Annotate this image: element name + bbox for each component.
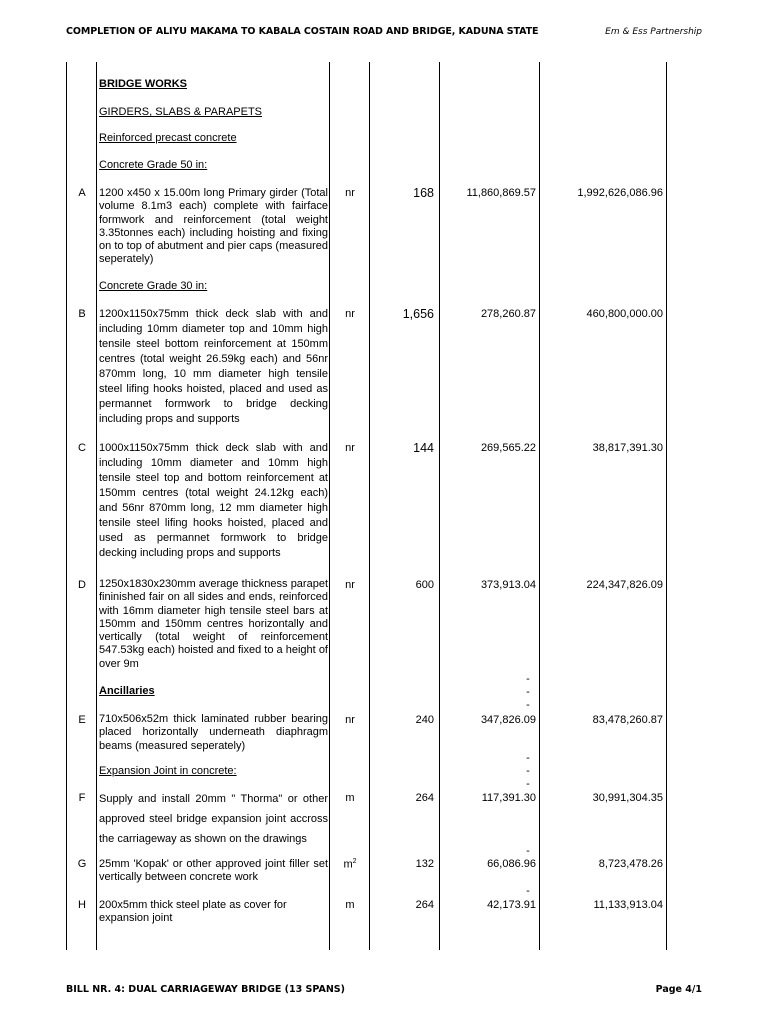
item-qty: 264 — [415, 792, 434, 804]
heading-grade30: Concrete Grade 30 in: — [99, 280, 208, 292]
unit-text: m — [343, 858, 353, 871]
item-amount: 11,133,913.04 — [593, 899, 663, 911]
item-description: 1000x1150x75mm thick deck slab with and including 10mm diameter and 10mm high tensile steel top and bottom reinforcement at 150mm centres (total weight 24.12kg each) and 56nr 870mm long, 12 mm diameter high tensile steel lifing hooks hoisted, placed and used as permannet formwork to bridge decking including props and supports — [99, 442, 328, 559]
item-qty: 240 — [415, 714, 434, 726]
item-amount: 1,992,626,086.96 — [577, 187, 663, 199]
column-rule — [369, 62, 370, 950]
item-amount: 224,347,826.09 — [586, 579, 663, 591]
item-description: 1200x1150x75mm thick deck slab with and including 10mm diameter top and 10mm high tensile steel bottom reinforcement at 150mm centres (total weight 26.59kg each) and 56nr 870mm long, 10 mm diameter high tensile steel lifing hooks hoisted, placed and used as permannet formwork to bridge decking including props and supports — [99, 308, 328, 425]
heading-girders: GIRDERS, SLABS & PARAPETS — [99, 106, 263, 118]
dash-mark: - — [526, 699, 530, 711]
item-ref: B — [78, 308, 86, 320]
dash-mark: - — [526, 845, 530, 857]
dash-mark: - — [526, 752, 530, 764]
item-description: 1250x1830x230mm average thickness parapet fininished fair on all sides and ends, reinforced with 16mm diameter high tensile steel bars at 150mm and 150mm centres horizontally and vertically (total weight of reinforcement 547.53kg each) hoisted and fixed to a height of over 9m — [99, 578, 328, 670]
item-unit: m — [345, 899, 355, 911]
item-rate: 347,826.09 — [480, 714, 536, 726]
heading-grade50: Concrete Grade 50 in: — [99, 159, 208, 171]
item-rate: 278,260.87 — [480, 308, 536, 320]
item-amount: 83,478,260.87 — [592, 714, 663, 726]
column-rule — [666, 62, 667, 950]
item-amount: 30,991,304.35 — [592, 792, 663, 804]
item-qty: 1,656 — [402, 307, 434, 321]
item-ref: D — [78, 579, 86, 591]
item-unit: nr — [345, 714, 355, 726]
item-unit: nr — [345, 579, 355, 591]
item-unit: nr — [345, 308, 355, 320]
column-rule — [329, 62, 330, 950]
item-ref: A — [78, 187, 86, 199]
item-unit: nr — [345, 442, 355, 454]
column-rule — [439, 62, 440, 950]
column-rule — [66, 62, 67, 950]
unit-superscript: 2 — [352, 858, 357, 865]
item-qty: 600 — [415, 579, 434, 591]
dash-mark: - — [526, 765, 530, 777]
firm-name: Em & Ess Partnership — [605, 27, 702, 37]
project-title: COMPLETION OF ALIYU MAKAMA TO KABALA COSTAIN ROAD AND BRIDGE, KADUNA STATE — [66, 26, 539, 37]
column-rule — [96, 62, 97, 950]
item-qty: 132 — [415, 858, 434, 870]
item-unit: m — [345, 792, 355, 804]
item-qty: 264 — [415, 899, 434, 911]
item-ref: G — [77, 858, 87, 870]
item-qty: 144 — [413, 441, 434, 455]
column-rule — [539, 62, 540, 950]
item-rate: 269,565.22 — [480, 442, 536, 454]
item-rate: 373,913.04 — [480, 579, 536, 591]
item-description: 1200 x450 x 15.00m long Primary girder (Total volume 8.1m3 each) complete with fairface formwork and reinforcement (total weight 3.35tonnes each) including hoisting and fixing on to top of abutment and pier caps (measured seperately) — [99, 187, 328, 266]
item-description: 710x506x52m thick laminated rubber bearing placed horizontally underneath diaphragm beams (measured seperately) — [99, 713, 328, 752]
heading-bridge-works: BRIDGE WORKS — [99, 78, 187, 90]
item-description: 200x5mm thick steel plate as cover for expansion joint — [99, 899, 287, 925]
item-rate: 42,173.91 — [487, 899, 536, 911]
item-ref: C — [78, 442, 86, 454]
bill-title: BILL NR. 4: DUAL CARRIAGEWAY BRIDGE (13 SPANS) — [66, 984, 345, 995]
item-ref: H — [78, 899, 86, 911]
page-number: Page 4/1 — [655, 984, 702, 995]
item-amount: 38,817,391.30 — [592, 442, 663, 454]
item-amount: 460,800,000.00 — [586, 308, 663, 320]
item-unit — [332, 858, 368, 871]
heading-ancillaries: Ancillaries — [99, 685, 155, 697]
dash-mark: - — [526, 686, 530, 698]
dash-mark: - — [526, 885, 530, 897]
item-unit: nr — [345, 187, 355, 199]
item-description: Supply and install 20mm " Thorma" or other approved steel bridge expansion joint accross the carriageway as shown on the drawings — [99, 793, 328, 845]
item-description: 25mm 'Kopak' or other approved joint filler set vertically between concrete work — [99, 858, 328, 884]
heading-precast: Reinforced precast concrete — [99, 132, 237, 144]
heading-expansion: Expansion Joint in concrete: — [99, 765, 237, 777]
item-qty: 168 — [413, 186, 434, 200]
dash-mark: - — [526, 778, 530, 790]
item-amount: 8,723,478.26 — [598, 858, 663, 870]
item-ref: F — [78, 792, 86, 804]
item-rate: 11,860,869.57 — [466, 187, 536, 199]
dash-mark: - — [526, 673, 530, 685]
item-ref: E — [78, 714, 86, 726]
item-rate: 117,391.30 — [481, 792, 536, 804]
item-rate: 66,086.96 — [487, 858, 536, 870]
